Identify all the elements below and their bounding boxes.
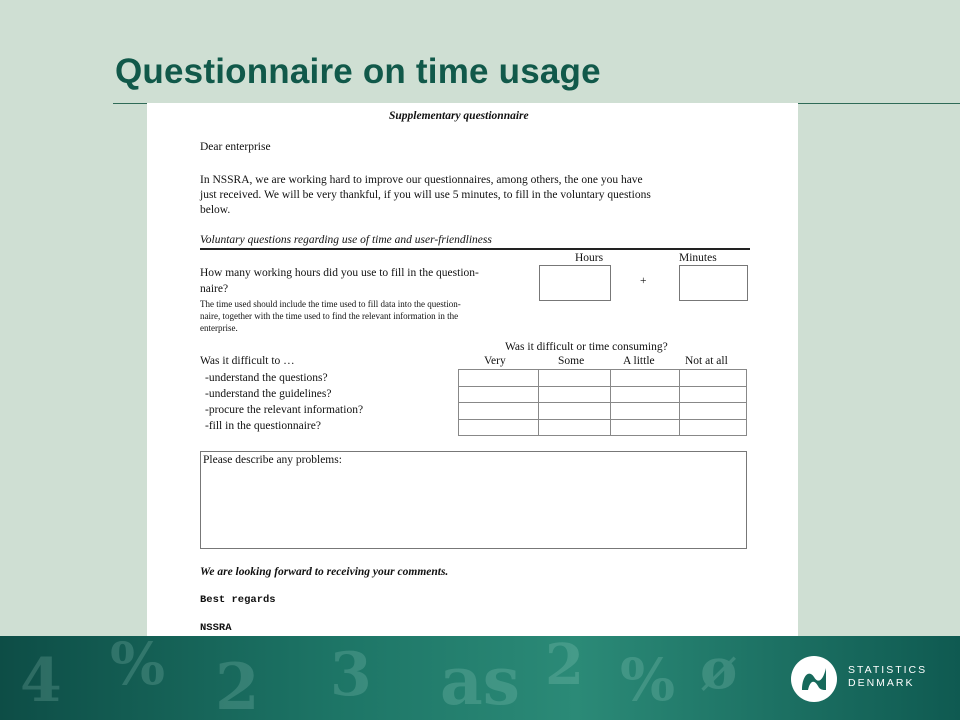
footer-glyph: % — [620, 646, 676, 714]
slide-title: Questionnaire on time usage — [115, 52, 601, 91]
scale-very: Very — [484, 355, 506, 367]
intro-line: just received. We will be very thankful, if you will use 5 minutes, to fill in the voluntary questions — [200, 189, 651, 201]
footer-glyph: 4 — [20, 646, 62, 716]
rating-cell[interactable] — [538, 419, 611, 437]
footer-glyph: as — [440, 642, 520, 720]
difficulty-question: Was it difficult to … — [200, 355, 295, 367]
minutes-input[interactable] — [679, 265, 748, 301]
rating-cell[interactable] — [610, 369, 680, 387]
rating-cell[interactable] — [538, 386, 611, 404]
logo-line-statistics: STATISTICS — [848, 664, 928, 676]
rating-cell[interactable] — [458, 386, 539, 404]
hours-input[interactable] — [539, 265, 611, 301]
footer-glyph: 2 — [545, 636, 584, 698]
problems-label: Please describe any problems: — [203, 454, 342, 466]
scale-not-at-all: Not at all — [685, 355, 728, 367]
section-divider — [200, 248, 750, 250]
hours-label: Hours — [575, 252, 604, 264]
signature-text: NSSRA — [200, 622, 232, 634]
salutation: Dear enterprise — [200, 141, 271, 153]
difficulty-item: -fill in the questionnaire? — [205, 420, 321, 432]
questionnaire-document — [147, 103, 798, 639]
logo-text — [848, 664, 927, 690]
rating-cell[interactable] — [538, 369, 611, 387]
footer-glyph: 2 — [215, 650, 260, 720]
time-question: How many working hours did you use to fill in the question- — [200, 267, 479, 279]
document-heading: Supplementary questionnaire — [389, 110, 529, 122]
footer-glyph: % — [110, 636, 166, 698]
rating-cell[interactable] — [610, 419, 680, 437]
section-title: Voluntary questions regarding use of time and user-friendliness — [200, 234, 492, 246]
difficulty-item: -procure the relevant information? — [205, 404, 364, 416]
plus-sign: + — [640, 275, 647, 287]
scale-a-little: A little — [623, 355, 655, 367]
time-note-line: The time used should include the time used to fill data into the question- — [200, 299, 461, 309]
intro-line: In NSSRA, we are working hard to improve our questionnaires, among others, the one you have — [200, 174, 643, 186]
time-question: naire? — [200, 283, 229, 295]
intro-line: below. — [200, 204, 231, 216]
scale-some: Some — [558, 355, 585, 367]
minutes-label: Minutes — [679, 252, 717, 264]
rating-cell[interactable] — [679, 369, 747, 387]
difficulty-item: -understand the questions? — [205, 372, 328, 384]
time-note-line: naire, together with the time used to find the relevant information in the — [200, 311, 459, 321]
logo-line-denmark: DENMARK — [848, 677, 915, 689]
rating-cell[interactable] — [610, 386, 680, 404]
rating-cell[interactable] — [458, 419, 539, 437]
footer-glyph: ø — [700, 636, 738, 702]
time-note-line: enterprise. — [200, 323, 238, 333]
rating-cell[interactable] — [610, 402, 680, 420]
rating-cell[interactable] — [458, 402, 539, 420]
rating-cell[interactable] — [679, 386, 747, 404]
rating-cell[interactable] — [679, 419, 747, 437]
rating-cell[interactable] — [538, 402, 611, 420]
closing-text: We are looking forward to receiving your comments. — [200, 566, 449, 578]
difficulty-header: Was it difficult or time consuming? — [505, 341, 668, 353]
regards-text: Best regards — [200, 594, 276, 606]
difficulty-item: -understand the guidelines? — [205, 388, 332, 400]
rating-cell[interactable] — [679, 402, 747, 420]
rating-cell[interactable] — [458, 369, 539, 387]
footer-glyph: 3 — [330, 640, 372, 710]
statistics-denmark-logo — [790, 655, 838, 703]
